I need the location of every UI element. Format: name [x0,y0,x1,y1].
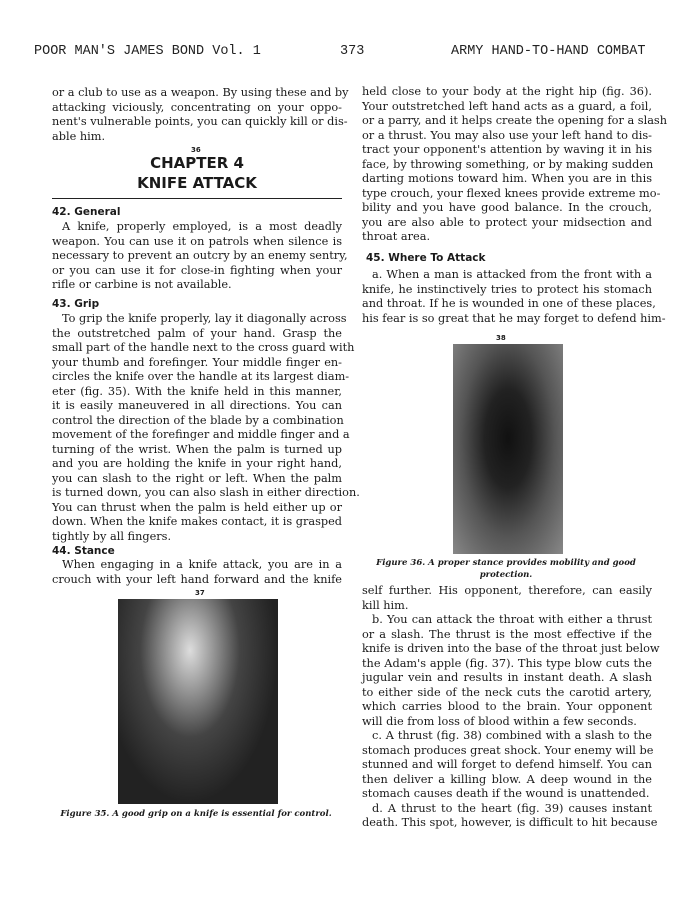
text-line: kill him. [362,598,409,612]
section-44-continued [362,85,667,245]
text-line: knife is driven into the base of the throat just below [362,642,660,655]
text-line: down. When the knife makes contact, it is grasped [52,515,343,528]
text-line: able him. [52,129,106,143]
text-line: control the direction of the blade by a combination [52,413,344,427]
text-line: stunned and will forget to defend himself. You can [362,758,652,771]
text-line: a. When a man is attacked from the front with a [372,268,652,281]
text-line: d. A thrust to the heart (fig. 39) causes instant [372,801,652,815]
text-line: knife, he instinctively tries to protect his stomach [362,282,652,296]
text-line: small part of the handle next to the cross guard with [52,341,355,354]
text-line: face, by throwing something, or by making sudden [362,157,654,171]
text-line: will die from loss of blood within a few seconds. [362,714,637,728]
text-line: bility and you have good balance. In the crouch, [362,201,652,214]
figure-36-caption-line2: protection. [479,570,533,580]
text-line: or a slash. The thrust is the most effective if the [362,627,652,641]
text-line: A knife, properly employed, is a most deadly [62,220,342,233]
text-line: movement of the forefinger and middle finger and a [52,428,350,441]
section-44-heading: 44. Stance [52,545,115,557]
text-line: to either side of the neck cuts the carotid artery, [362,685,652,699]
page-number: 373 [340,44,365,59]
chapter-marker: 36 [191,146,201,154]
text-line: self further. His opponent, therefore, can easily [362,584,652,597]
chapter-rule [52,198,342,199]
text-line: stomach causes death if the wound is unattended. [362,787,650,800]
text-line: type crouch, your flexed knees provide extreme mo- [362,186,661,200]
text-line: or you can use it for close-in fighting when your [52,263,342,277]
text-line: the outstretched palm of your hand. Grasp the [52,326,342,340]
text-line: you can slash to the right or left. When the palm [52,471,342,485]
text-line: jugular vein and results in instant death. A slash [362,671,652,684]
chapter-title: CHAPTER 4 [150,154,244,172]
section-42-body [52,220,348,293]
text-line: eter (fig. 35). With the knife held in this manner, [52,384,342,398]
figure-35-image [118,599,278,804]
text-line: stomach produces great shock. Your enemy will be [362,743,654,757]
text-line: throat area. [362,230,431,243]
section-45-body [362,268,666,326]
text-line: darting motions toward him. When you are in this [362,172,652,185]
text-line: and you are holding the knife in your right hand, [52,457,342,470]
figure-36-marker: 38 [496,334,506,342]
running-header-right: ARMY HAND-TO-HAND COMBAT [451,44,646,59]
text-line: or a parry, and it helps create the opening for a slash [362,114,667,127]
text-line: your thumb and forefinger. Your middle finger en- [52,355,342,369]
text-line: and throat. If he is wounded in one of these places, [362,297,656,310]
text-line: weapon. You can use it on patrols when silence is [52,234,342,248]
figure-35-marker: 37 [195,589,205,597]
figure-35-caption: Figure 35. A good grip on a knife is essential for control. [60,809,332,819]
text-line: rifle or carbine is not available. [52,278,232,291]
text-line: you are also able to protect your midsection and [362,215,652,229]
text-line: his fear is so great that he may forget to defend him- [362,311,666,325]
intro-paragraph [52,86,349,144]
text-line: held close to your body at the right hip (fig. 36). [362,85,652,98]
text-line: You can thrust when the palm is held either up or [52,500,342,514]
text-line: or a club to use as a weapon. By using these and by [52,86,349,99]
text-line: is turned down, you can also slash in either direction. [52,486,360,499]
text-line: necessary to prevent an outcry by an enemy sentry, [52,249,348,262]
text-line: tract your opponent's attention by waving it in his [362,143,652,156]
text-line: tightly by all fingers. [52,529,172,543]
text-line: crouch with your left hand forward and the knife [52,572,342,586]
chapter-subtitle: KNIFE ATTACK [137,174,257,192]
section-45-heading: 45. Where To Attack [366,252,486,264]
text-line: or a thrust. You may also use your left hand to dis- [362,128,652,142]
text-line: To grip the knife properly, lay it diagonally across [62,312,347,325]
text-line: b. You can attack the throat with either a thrust [372,613,652,626]
figure-36-image [453,344,563,554]
text-line: then deliver a killing blow. A deep wound in the [362,772,652,786]
text-line: which carries blood to the brain. Your opponent [362,700,652,713]
text-line: turning of the wrist. When the palm is turned up [52,442,342,456]
text-line: the Adam's apple (fig. 37). This type blow cuts the [362,656,652,670]
section-44-body [52,558,342,587]
running-header-left: POOR MAN'S JAMES BOND Vol. 1 [34,44,261,59]
text-line: circles the knife over the handle at its largest diam- [52,370,350,383]
text-line: it is easily maneuvered in all directions. You can [52,399,342,412]
section-45-continued [362,584,660,831]
text-line: c. A thrust (fig. 38) combined with a slash to the [372,729,652,742]
section-43-body [52,312,360,544]
text-line: nent's vulnerable points, you can quickly kill or dis- [52,115,348,128]
section-43-heading: 43. Grip [52,298,100,310]
text-line: Your outstretched left hand acts as a guard, a foil, [362,99,652,113]
text-line: When engaging in a knife attack, you are in a [62,558,342,571]
figure-36-caption-line1: Figure 36. A proper stance provides mobility and good [376,558,636,568]
text-line: attacking viciously, concentrating on your oppo- [52,100,342,114]
section-42-heading: 42. General [52,206,121,218]
text-line: death. This spot, however, is difficult to hit because [362,816,658,829]
